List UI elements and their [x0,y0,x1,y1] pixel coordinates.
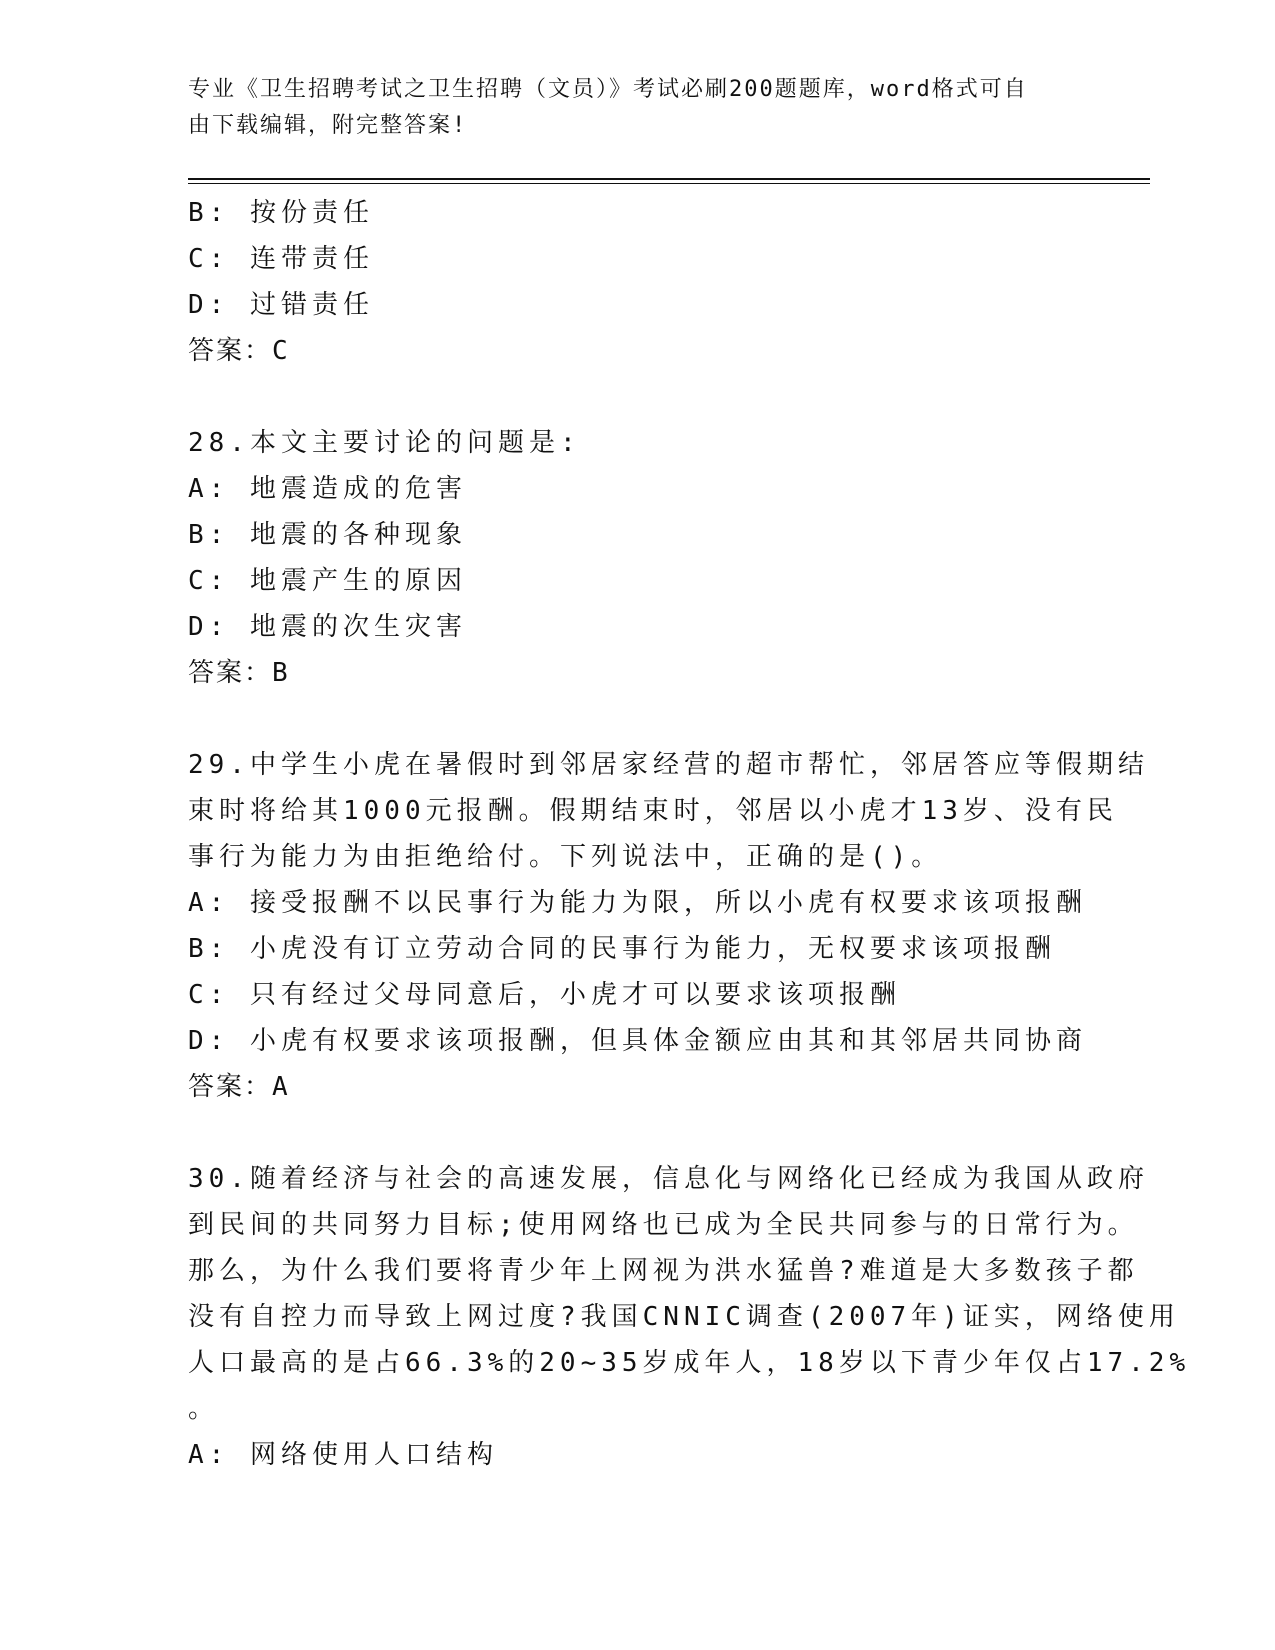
question-text-line-4: 没有自控力而导致上网过度?我国CNNIC调查(2007年)证实，网络使用 [188,1302,1180,1332]
question-text: 28.本文主要讨论的问题是: [188,428,581,458]
question-text-line-2: 束时将给其1000元报酬。假期结束时，邻居以小虎才13岁、没有民 [188,796,1118,826]
option-d: D: 地震的次生灾害 [188,612,467,642]
header-line-1: 专业《卫生招聘考试之卫生招聘（文员）》考试必刷200题题库，word格式可自 [188,77,1028,102]
question-29 [188,742,1149,1110]
question-text-line-1: 29.中学生小虎在暑假时到邻居家经营的超市帮忙，邻居答应等假期结 [188,750,1149,780]
option-a: A: 接受报酬不以民事行为能力为限，所以小虎有权要求该项报酬 [188,888,1087,918]
question-body [188,190,1191,1478]
spacer [188,1110,1088,1156]
answer: 答案：A [188,1072,290,1102]
answer: 答案：C [188,336,290,366]
option-c: C: 地震产生的原因 [188,566,467,596]
option-b: B: 按份责任 [188,198,374,228]
spacer [188,696,1088,742]
option-c: C: 连带责任 [188,244,374,274]
option-b: B: 地震的各种现象 [188,520,467,550]
option-c: C: 只有经过父母同意后，小虎才可以要求该项报酬 [188,980,901,1010]
option-b: B: 小虎没有订立劳动合同的民事行为能力，无权要求该项报酬 [188,934,1056,964]
question-text-line-1: 30.随着经济与社会的高速发展，信息化与网络化已经成为我国从政府 [188,1164,1149,1194]
option-a: A: 网络使用人口结构 [188,1440,498,1470]
header-line-2: 由下载编辑，附完整答案! [188,113,468,138]
spacer [188,374,1088,420]
question-text-line-5: 人口最高的是占66.3%的20~35岁成年人，18岁以下青少年仅占17.2% [188,1348,1191,1378]
page-header [188,72,1068,144]
header-divider-thin [188,183,1150,184]
header-divider-thick [188,178,1150,180]
option-a: A: 地震造成的危害 [188,474,467,504]
question-27 [188,190,1088,374]
option-d: D: 小虎有权要求该项报酬，但具体金额应由其和其邻居共同协商 [188,1026,1087,1056]
question-text-line-3: 那么，为什么我们要将青少年上网视为洪水猛兽?难道是大多数孩子都 [188,1256,1139,1286]
answer: 答案：B [188,658,290,688]
question-text-line-2: 到民间的共同努力目标;使用网络也已成为全民共同参与的日常行为。 [188,1210,1139,1240]
question-text-line-6: 。 [188,1394,220,1424]
option-d: D: 过错责任 [188,290,374,320]
question-28 [188,420,1088,696]
question-30 [188,1156,1191,1478]
question-text-line-3: 事行为能力为由拒绝给付。下列说法中，正确的是()。 [188,842,943,872]
